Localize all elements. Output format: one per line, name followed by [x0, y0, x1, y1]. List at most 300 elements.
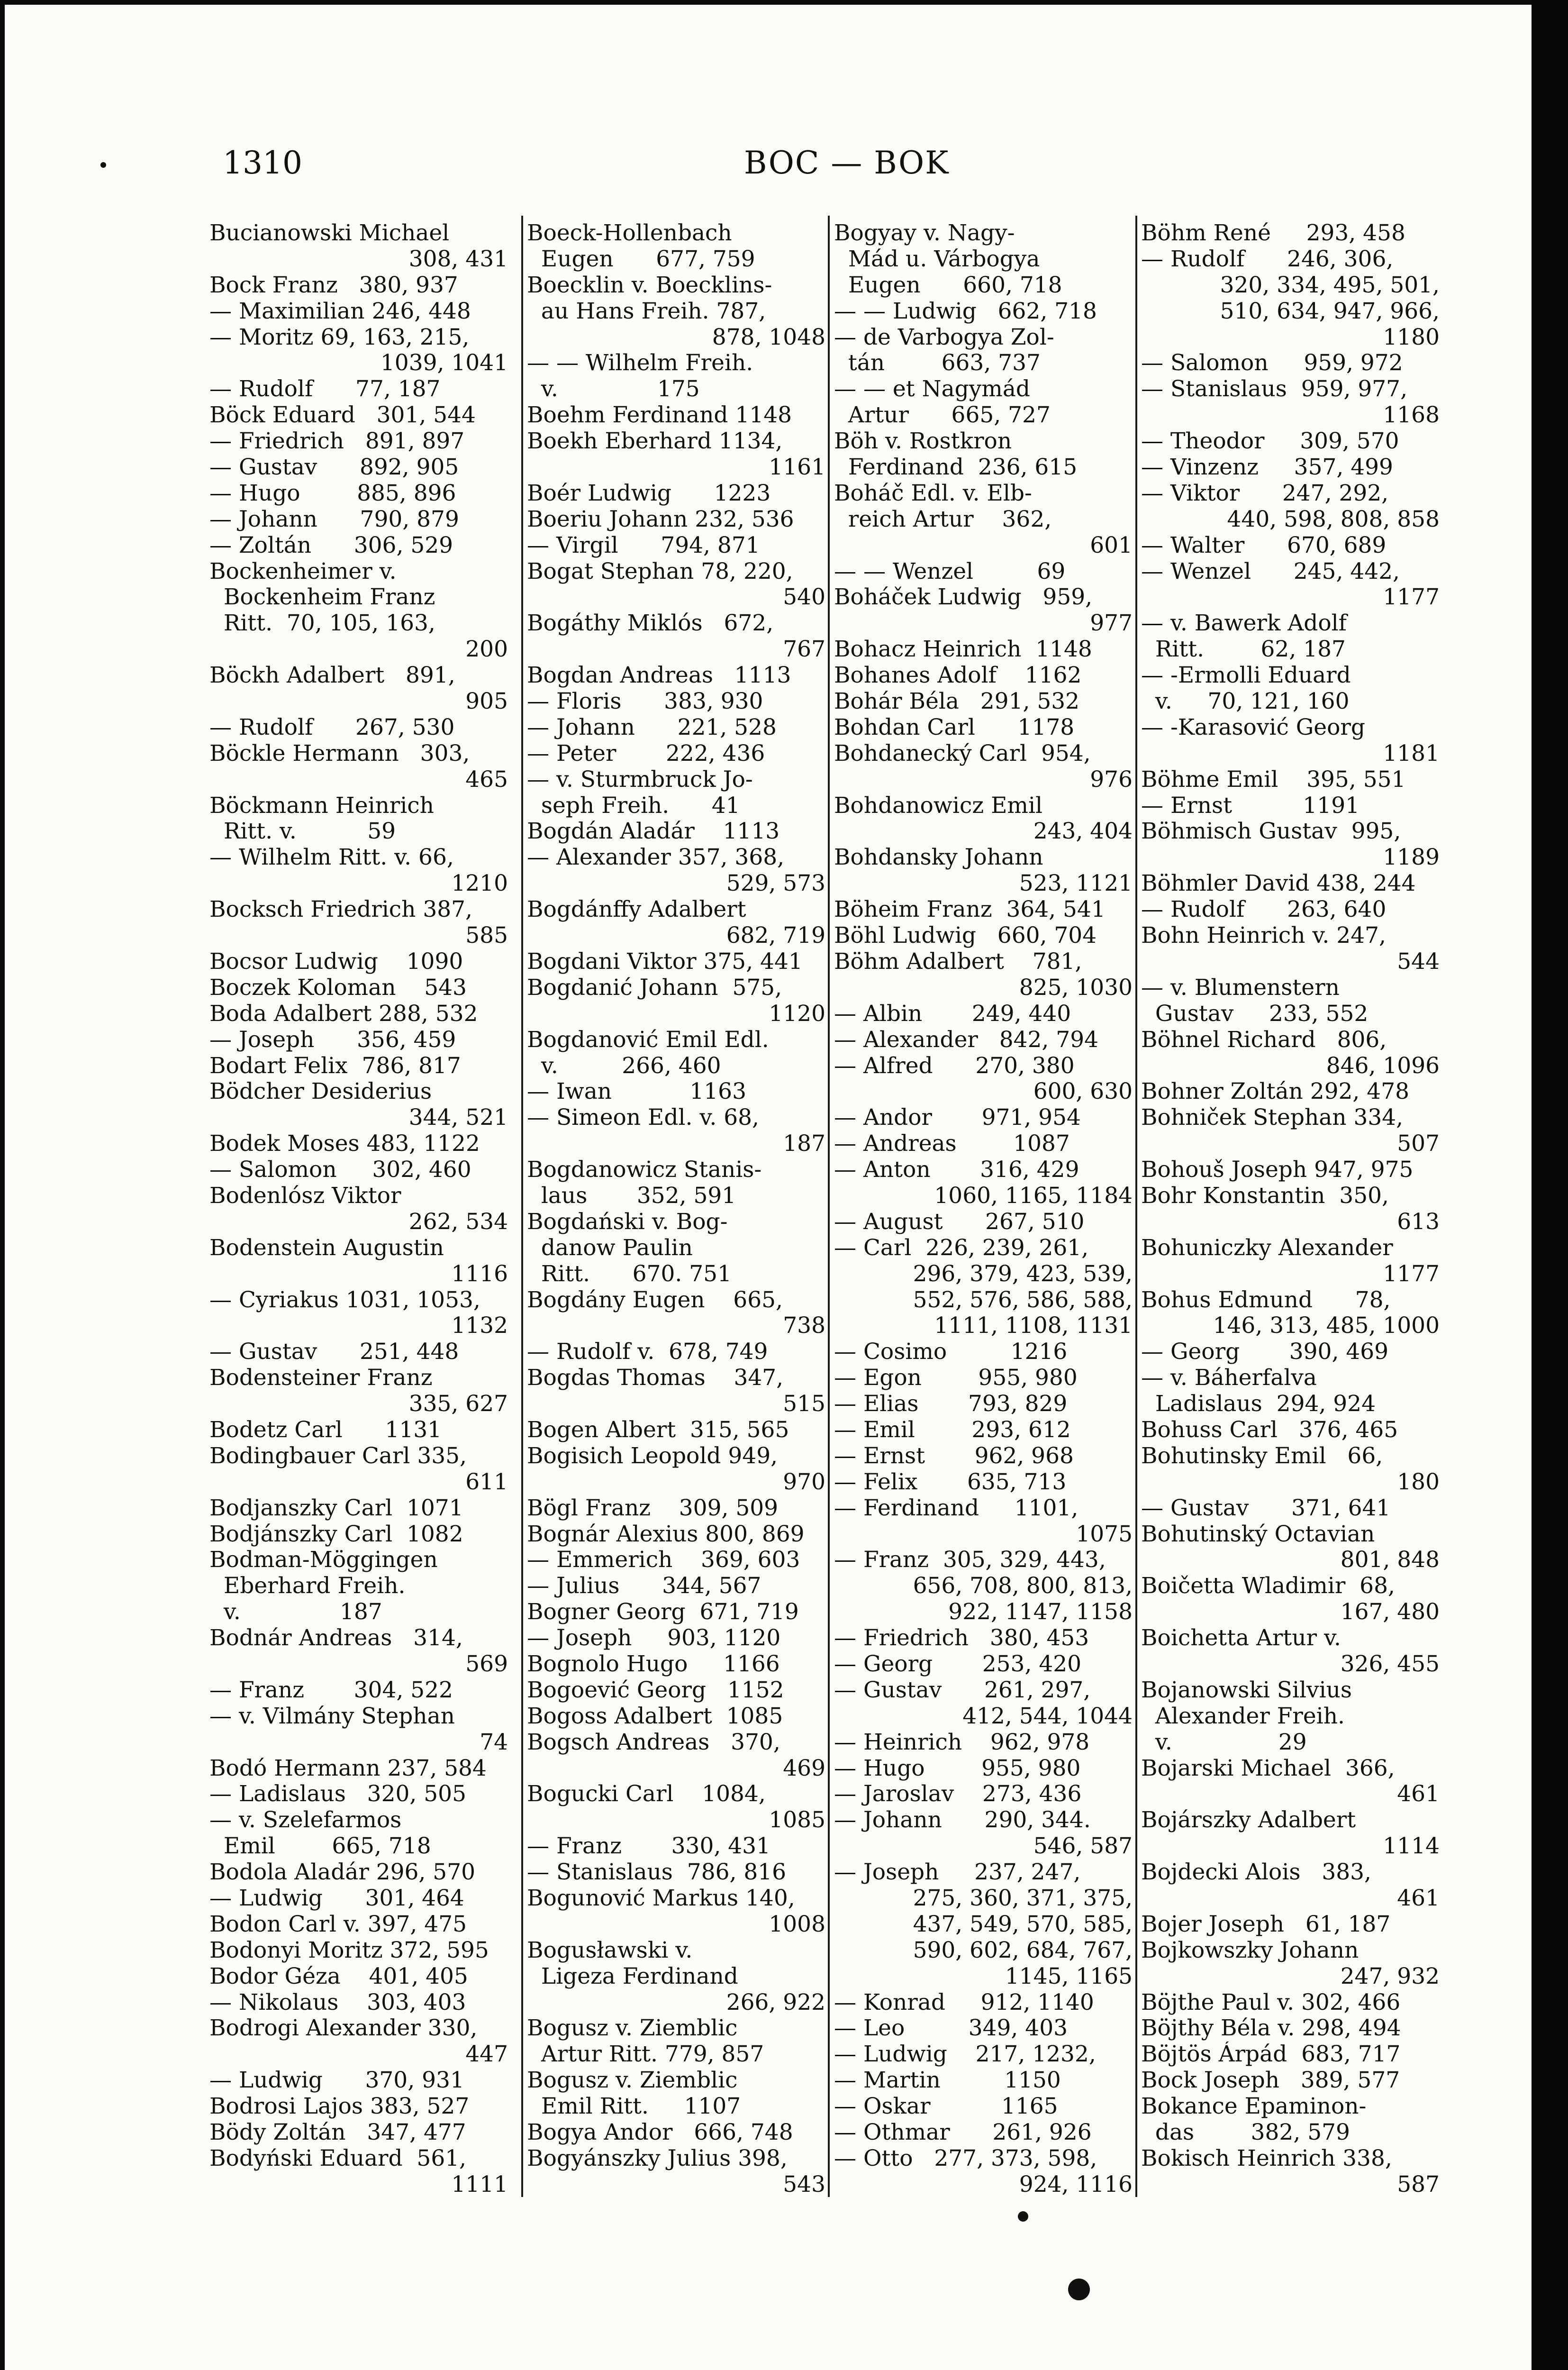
index-line: — Konrad 912, 1140: [834, 1989, 1094, 2015]
index-line: 1075: [1076, 1521, 1133, 1547]
index-line: — Gustav 261, 297,: [834, 1677, 1091, 1703]
index-line: — Ernst 962, 968: [834, 1443, 1074, 1469]
index-line: — Rudolf 246, 306,: [1141, 246, 1394, 272]
index-line: 1161: [769, 455, 825, 481]
index-line: Mád u. Várbogya: [834, 246, 1040, 272]
index-line: 200: [465, 637, 508, 663]
column-rule: [521, 216, 523, 2197]
index-line: 167, 480: [1340, 1599, 1440, 1625]
index-line: Bokance Epaminon-: [1141, 2094, 1367, 2120]
index-line: das 382, 579: [1141, 2120, 1350, 2146]
index-line: Böh v. Rostkron: [834, 428, 1012, 455]
index-line: v. 187: [209, 1599, 382, 1625]
index-line: — de Varbogya Zol-: [834, 324, 1054, 350]
index-line: — Rudolf 267, 530: [209, 714, 455, 740]
index-line: Bodjanszky Carl 1071: [209, 1495, 463, 1521]
index-line: 767: [783, 637, 825, 663]
index-line: Bojer Joseph 61, 187: [1141, 1911, 1391, 1937]
index-line: Bogdański v. Bog-: [527, 1209, 728, 1235]
index-line: 1060, 1165, 1184: [934, 1183, 1133, 1209]
index-line: — Felix 635, 713: [834, 1469, 1067, 1495]
index-line: reich Artur 362,: [834, 506, 1052, 532]
index-line: — Albin 249, 440: [834, 1001, 1071, 1027]
index-line: Bodó Hermann 237, 584: [209, 1755, 487, 1781]
index-line: Boehm Ferdinand 1148: [527, 402, 792, 428]
index-line: — Virgil 794, 871: [527, 532, 760, 558]
index-line: Bodrosi Lajos 383, 527: [209, 2094, 470, 2120]
index-line: 1177: [1383, 1261, 1440, 1287]
index-line: — Gustav 251, 448: [209, 1339, 459, 1365]
index-line: Böhmisch Gustav 995,: [1141, 819, 1401, 845]
index-line: Bodyński Eduard 561,: [209, 2145, 467, 2171]
index-line: Bohutinský Octavian: [1141, 1521, 1375, 1547]
index-line: Bogunović Markus 140,: [527, 1886, 795, 1911]
index-line: Bödy Zoltán 347, 477: [209, 2120, 466, 2146]
index-line: Böhmler David 438, 244: [1141, 871, 1416, 897]
index-line: — Stanislaus 959, 977,: [1141, 376, 1408, 402]
index-line: — Cosimo 1216: [834, 1339, 1068, 1365]
index-line: 590, 602, 684, 767,: [913, 1937, 1133, 1963]
index-line: — v. Sturmbruck Jo-: [527, 766, 753, 793]
index-line: 515: [783, 1391, 825, 1417]
index-line: au Hans Freih. 787,: [527, 298, 766, 324]
index-line: Bogdanić Johann 575,: [527, 975, 782, 1001]
index-line: Böckh Adalbert 891,: [209, 663, 455, 689]
ink-dot: [100, 162, 106, 168]
index-line: Boičetta Wladimir 68,: [1141, 1573, 1395, 1599]
index-line: Bogdani Viktor 375, 441: [527, 948, 803, 975]
index-line: Bohacz Heinrich 1148: [834, 637, 1092, 663]
index-line: Bockenheim Franz: [209, 584, 435, 611]
index-line: 924, 1116: [1019, 2171, 1133, 2197]
index-line: Böhm René 293, 458: [1141, 220, 1405, 246]
index-line: 465: [465, 766, 508, 793]
index-line: tán 663, 737: [834, 350, 1041, 376]
index-line: Bock Joseph 389, 577: [1141, 2068, 1400, 2094]
index-line: — Rudolf 263, 640: [1141, 897, 1387, 923]
index-line: 461: [1397, 1886, 1440, 1911]
index-line: Bojdecki Alois 383,: [1141, 1860, 1371, 1886]
index-line: — Egon 955, 980: [834, 1365, 1078, 1391]
index-line: Böjthy Béla v. 298, 494: [1141, 2015, 1401, 2042]
index-line: Eugen 660, 718: [834, 272, 1062, 298]
index-line: 1116: [451, 1261, 508, 1287]
index-line: 146, 313, 485, 1000: [1213, 1313, 1440, 1339]
index-line: — v. Blumenstern: [1141, 975, 1340, 1001]
index-line: 976: [1090, 766, 1133, 793]
index-line: — Alexander 842, 794: [834, 1027, 1099, 1053]
index-line: 507: [1397, 1131, 1440, 1157]
index-line: 529, 573: [726, 871, 825, 897]
index-line: 344, 521: [408, 1105, 508, 1131]
index-line: Bocsor Ludwig 1090: [209, 948, 463, 975]
index-line: Bogucki Carl 1084,: [527, 1781, 766, 1807]
index-line: 1008: [769, 1911, 825, 1937]
index-line: Bohutinsky Emil 66,: [1141, 1443, 1383, 1469]
index-line: Ferdinand 236, 615: [834, 455, 1078, 481]
index-line: Bohdanowicz Emil: [834, 793, 1043, 819]
index-line: Bohniček Stephan 334,: [1141, 1105, 1404, 1131]
index-line: 1177: [1383, 584, 1440, 611]
index-line: Bock Franz 380, 937: [209, 272, 458, 298]
index-line: Bogusz v. Ziemblic: [527, 2068, 738, 2094]
index-line: Bohdansky Johann: [834, 845, 1043, 871]
index-line: — Joseph 237, 247,: [834, 1860, 1081, 1886]
index-line: — Theodor 309, 570: [1141, 428, 1399, 455]
index-line: Bodjánszky Carl 1082: [209, 1521, 463, 1547]
index-line: 1168: [1383, 402, 1440, 428]
index-line: — Viktor 247, 292,: [1141, 480, 1389, 506]
index-line: Boecklin v. Boecklins-: [527, 272, 772, 298]
index-line: v. 70, 121, 160: [1141, 689, 1350, 715]
index-line: Bogdanović Emil Edl.: [527, 1027, 769, 1053]
index-line: — Friedrich 891, 897: [209, 428, 465, 455]
index-line: — — Wilhelm Freih.: [527, 350, 753, 376]
index-line: 326, 455: [1340, 1651, 1440, 1677]
index-line: — Leo 349, 403: [834, 2015, 1068, 2042]
index-line: 656, 708, 800, 813,: [913, 1573, 1133, 1599]
index-line: — Andreas 1087: [834, 1131, 1070, 1157]
index-line: — Maximilian 246, 448: [209, 298, 471, 324]
index-line: — August 267, 510: [834, 1209, 1085, 1235]
index-line: 523, 1121: [1019, 871, 1133, 897]
index-line: — Salomon 302, 460: [209, 1157, 471, 1183]
index-line: 977: [1090, 611, 1133, 637]
index-line: Bogdány Eugen 665,: [527, 1287, 783, 1313]
index-line: — Ferdinand 1101,: [834, 1495, 1079, 1521]
index-line: Bojanowski Silvius: [1141, 1677, 1352, 1703]
index-line: Böhnel Richard 806,: [1141, 1027, 1387, 1053]
index-line: Bogáthy Miklós 672,: [527, 611, 774, 637]
index-line: — Hugo 955, 980: [834, 1755, 1081, 1781]
index-line: 247, 932: [1340, 1963, 1440, 1989]
index-line: 569: [465, 1651, 508, 1677]
index-line: Bojkowszky Johann: [1141, 1937, 1359, 1963]
index-line: — Franz 305, 329, 443,: [834, 1547, 1106, 1573]
index-line: Bogner Georg 671, 719: [527, 1599, 799, 1625]
index-line: 1145, 1165: [1005, 1963, 1133, 1989]
index-line: 543: [783, 2171, 825, 2197]
scan-border: [1532, 0, 1568, 2370]
index-line: — — et Nagymád: [834, 376, 1030, 402]
index-line: Bucianowski Michael: [209, 220, 450, 246]
index-line: — Martin 1150: [834, 2068, 1061, 2094]
index-line: Bödcher Desiderius: [209, 1079, 432, 1105]
index-line: Bogoss Adalbert 1085: [527, 1703, 783, 1729]
index-line: Böhm Adalbert 781,: [834, 948, 1082, 975]
index-line: — Andor 971, 954: [834, 1105, 1081, 1131]
index-line: Bodart Felix 786, 817: [209, 1053, 461, 1079]
index-line: 846, 1096: [1326, 1053, 1440, 1079]
index-line: — Ludwig 217, 1232,: [834, 2042, 1096, 2068]
index-line: — Franz 330, 431: [527, 1833, 770, 1860]
index-line: — Floris 383, 930: [527, 689, 763, 715]
index-line: 801, 848: [1340, 1547, 1440, 1573]
index-line: Ritt. v. 59: [209, 819, 396, 845]
ink-dot: [1018, 2211, 1028, 2222]
index-line: — v. Bawerk Adolf: [1141, 611, 1347, 637]
index-line: Bodensteiner Franz: [209, 1365, 433, 1391]
index-line: Böhme Emil 395, 551: [1141, 766, 1406, 793]
index-line: Boeriu Johann 232, 536: [527, 506, 794, 532]
index-line: Bognolo Hugo 1166: [527, 1651, 780, 1677]
index-line: Bogdan Andreas 1113: [527, 663, 791, 689]
index-line: 262, 534: [408, 1209, 508, 1235]
index-line: 552, 576, 586, 588,: [913, 1287, 1133, 1313]
index-line: Boczek Koloman 543: [209, 975, 467, 1001]
index-line: Bokisch Heinrich 338,: [1141, 2145, 1392, 2171]
index-line: Bodola Aladár 296, 570: [209, 1860, 476, 1886]
index-line: — Ernst 1191: [1141, 793, 1360, 819]
column-rule: [828, 216, 830, 2197]
index-line: — Julius 344, 567: [527, 1573, 761, 1599]
index-line: — Johann 221, 528: [527, 714, 777, 740]
index-line: 1180: [1383, 324, 1440, 350]
index-line: — Gustav 892, 905: [209, 455, 459, 481]
index-line: — Otto 277, 373, 598,: [834, 2145, 1097, 2171]
index-line: Bojarski Michael 366,: [1141, 1755, 1395, 1781]
index-line: — Walter 670, 689: [1141, 532, 1387, 558]
index-line: 738: [783, 1313, 825, 1339]
index-line: Bodonyi Moritz 372, 595: [209, 1937, 489, 1963]
index-line: Bodetz Carl 1131: [209, 1417, 442, 1443]
index-line: — Salomon 959, 972: [1141, 350, 1403, 376]
index-line: Boichetta Artur v.: [1141, 1625, 1341, 1651]
index-line: Bodor Géza 401, 405: [209, 1963, 468, 1989]
index-line: — Wenzel 245, 442,: [1141, 558, 1400, 584]
index-line: Bogsch Andreas 370,: [527, 1729, 780, 1755]
index-line: — Joseph 903, 1120: [527, 1625, 781, 1651]
index-line: Bocksch Friedrich 387,: [209, 897, 472, 923]
index-line: — Georg 253, 420: [834, 1651, 1082, 1677]
index-line: Bockenheimer v.: [209, 558, 397, 584]
index-line: — Simeon Edl. v. 68,: [527, 1105, 759, 1131]
running-head: BOC — BOK: [744, 145, 950, 181]
index-column-2: [527, 220, 825, 2198]
index-line: — Johann 290, 344.: [834, 1807, 1091, 1833]
index-line: — -Karasović Georg: [1141, 714, 1365, 740]
index-line: Bohdan Carl 1178: [834, 714, 1075, 740]
index-line: 611: [465, 1469, 508, 1495]
index-line: Eugen 677, 759: [527, 246, 755, 272]
index-line: Bodman-Möggingen: [209, 1547, 438, 1573]
index-line: 320, 334, 495, 501,: [1220, 272, 1440, 298]
index-line: Bogoević Georg 1152: [527, 1677, 784, 1703]
index-line: — Ladislaus 320, 505: [209, 1781, 466, 1807]
index-line: — v. Vilmány Stephan: [209, 1703, 455, 1729]
index-line: 335, 627: [408, 1391, 508, 1417]
index-line: Ritt. 70, 105, 163,: [209, 611, 435, 637]
index-line: — — Wenzel 69: [834, 558, 1066, 584]
index-line: — Johann 790, 879: [209, 506, 459, 532]
index-line: — Hugo 885, 896: [209, 480, 456, 506]
index-line: — Franz 304, 522: [209, 1677, 453, 1703]
index-line: Ligeza Ferdinand: [527, 1963, 738, 1989]
index-line: Bohn Heinrich v. 247,: [1141, 923, 1386, 949]
index-line: 180: [1397, 1469, 1440, 1495]
index-line: Bodenstein Augustin: [209, 1235, 444, 1261]
index-line: 74: [480, 1729, 508, 1755]
index-line: Boeck-Hollenbach: [527, 220, 732, 246]
index-line: Böhl Ludwig 660, 704: [834, 923, 1097, 949]
index-line: Böckle Hermann 303,: [209, 740, 470, 766]
index-line: 275, 360, 371, 375,: [913, 1886, 1133, 1911]
index-line: Emil Ritt. 1107: [527, 2094, 741, 2120]
index-line: Boekh Eberhard 1134,: [527, 428, 783, 455]
index-line: — -Ermolli Eduard: [1141, 663, 1351, 689]
index-line: Emil 665, 718: [209, 1833, 431, 1860]
index-line: — Ludwig 301, 464: [209, 1886, 464, 1911]
index-line: — Joseph 356, 459: [209, 1027, 456, 1053]
index-line: Bodenlósz Viktor: [209, 1183, 401, 1209]
index-line: Bohanes Adolf 1162: [834, 663, 1082, 689]
index-line: Ritt. 670. 751: [527, 1261, 732, 1287]
index-line: Bogdánffy Adalbert: [527, 897, 746, 923]
index-line: — Carl 226, 239, 261,: [834, 1235, 1089, 1261]
index-line: — Oskar 1165: [834, 2094, 1058, 2120]
index-line: Bohus Edmund 78,: [1141, 1287, 1391, 1313]
index-line: 1120: [769, 1001, 825, 1027]
index-line: Bohouš Joseph 947, 975: [1141, 1157, 1414, 1183]
index-line: 266, 922: [726, 1989, 825, 2015]
index-line: Bogyay v. Nagy-: [834, 220, 1015, 246]
index-line: 601: [1090, 532, 1133, 558]
index-line: Artur Ritt. 779, 857: [527, 2042, 764, 2068]
index-line: Bohdanecký Carl 954,: [834, 740, 1091, 766]
column-rule: [1135, 216, 1137, 2197]
index-line: v. 175: [527, 376, 700, 402]
index-line: Ladislaus 294, 924: [1141, 1391, 1376, 1417]
index-line: — v. Báherfalva: [1141, 1365, 1317, 1391]
index-line: Bögl Franz 309, 509: [527, 1495, 779, 1521]
index-line: Artur 665, 727: [834, 402, 1051, 428]
index-line: — Emmerich 369, 603: [527, 1547, 800, 1573]
index-line: 587: [1397, 2171, 1440, 2197]
index-line: — Elias 793, 829: [834, 1391, 1068, 1417]
index-line: — Othmar 261, 926: [834, 2120, 1092, 2146]
index-line: Bogdas Thomas 347,: [527, 1365, 784, 1391]
index-line: 1085: [769, 1807, 825, 1833]
index-line: — Alexander 357, 368,: [527, 845, 785, 871]
index-line: Bodrogi Alexander 330,: [209, 2015, 478, 2042]
index-line: — Friedrich 380, 453: [834, 1625, 1089, 1651]
index-line: — Vinzenz 357, 499: [1141, 455, 1393, 481]
index-line: 510, 634, 947, 966,: [1220, 298, 1440, 324]
ink-dot: [1068, 2279, 1090, 2300]
index-line: — Zoltán 306, 529: [209, 532, 453, 558]
index-line: 1039, 1041: [380, 350, 508, 376]
index-line: Bojárszky Adalbert: [1141, 1807, 1356, 1833]
index-line: Gustav 233, 552: [1141, 1001, 1369, 1027]
index-line: — Peter 222, 436: [527, 740, 765, 766]
index-line: 970: [783, 1469, 825, 1495]
index-line: 447: [465, 2042, 508, 2068]
index-line: Bogisich Leopold 949,: [527, 1443, 778, 1469]
index-line: Bohuniczky Alexander: [1141, 1235, 1393, 1261]
index-line: 1111, 1108, 1131: [934, 1313, 1133, 1339]
index-line: danow Paulin: [527, 1235, 693, 1261]
index-line: — Jaroslav 273, 436: [834, 1781, 1082, 1807]
index-line: 585: [465, 923, 508, 949]
index-line: 922, 1147, 1158: [948, 1599, 1133, 1625]
index-line: 825, 1030: [1019, 975, 1133, 1001]
index-line: 187: [783, 1131, 825, 1157]
index-line: Bohár Béla 291, 532: [834, 689, 1080, 715]
index-line: Bohner Zoltán 292, 478: [1141, 1079, 1409, 1105]
index-line: Bogdanowicz Stanis-: [527, 1157, 762, 1183]
index-line: Bogyánszky Julius 398,: [527, 2145, 788, 2171]
index-line: 461: [1397, 1781, 1440, 1807]
index-line: v. 29: [1141, 1729, 1307, 1755]
index-line: — Moritz 69, 163, 215,: [209, 324, 470, 350]
index-line: Bogdán Aladár 1113: [527, 819, 780, 845]
index-line: 469: [783, 1755, 825, 1781]
index-line: 440, 598, 808, 858: [1227, 506, 1440, 532]
scanned-page: [5, 5, 1532, 2370]
index-line: 682, 719: [726, 923, 825, 949]
index-line: Alexander Freih.: [1141, 1703, 1345, 1729]
index-line: Bognár Alexius 800, 869: [527, 1521, 805, 1547]
index-line: Ritt. 62, 187: [1141, 637, 1346, 663]
index-line: v. 266, 460: [527, 1053, 721, 1079]
index-line: 878, 1048: [712, 324, 825, 350]
index-line: 1189: [1383, 845, 1440, 871]
index-line: seph Freih. 41: [527, 793, 740, 819]
index-line: Boháč Edl. v. Elb-: [834, 480, 1032, 506]
index-line: Boér Ludwig 1223: [527, 480, 771, 506]
index-line: — Rudolf 77, 187: [209, 376, 441, 402]
index-line: Bodingbauer Carl 335,: [209, 1443, 467, 1469]
index-line: — Heinrich 962, 978: [834, 1729, 1090, 1755]
index-line: 308, 431: [408, 246, 508, 272]
index-line: Böjtös Árpád 683, 717: [1141, 2042, 1401, 2068]
index-line: Bohuss Carl 376, 465: [1141, 1417, 1398, 1443]
index-line: Böjthe Paul v. 302, 466: [1141, 1989, 1401, 2015]
index-column-3: [834, 220, 1133, 2198]
index-line: 613: [1397, 1209, 1440, 1235]
index-line: — Gustav 371, 641: [1141, 1495, 1391, 1521]
index-line: — Wilhelm Ritt. v. 66,: [209, 845, 454, 871]
index-line: — Nikolaus 303, 403: [209, 1989, 466, 2015]
index-line: Bodek Moses 483, 1122: [209, 1131, 480, 1157]
index-line: 243, 404: [1033, 819, 1133, 845]
index-line: 1210: [451, 871, 508, 897]
index-line: — — Ludwig 662, 718: [834, 298, 1097, 324]
index-line: Bodon Carl v. 397, 475: [209, 1911, 467, 1937]
index-line: — Cyriakus 1031, 1053,: [209, 1287, 480, 1313]
index-line: Bogusławski v.: [527, 1937, 693, 1963]
index-line: Bogat Stephan 78, 220,: [527, 558, 793, 584]
index-line: Böck Eduard 301, 544: [209, 402, 476, 428]
index-line: 544: [1397, 948, 1440, 975]
index-line: — Anton 316, 429: [834, 1157, 1079, 1183]
index-line: 1114: [1383, 1833, 1440, 1860]
index-line: Boháček Ludwig 959,: [834, 584, 1093, 611]
index-line: Bogen Albert 315, 565: [527, 1417, 789, 1443]
index-line: 296, 379, 423, 539,: [913, 1261, 1133, 1287]
index-line: Bogusz v. Ziemblic: [527, 2015, 738, 2042]
index-column-1: [209, 220, 508, 2198]
index-line: — Alfred 270, 380: [834, 1053, 1075, 1079]
index-line: Eberhard Freih.: [209, 1573, 406, 1599]
index-line: 1181: [1383, 740, 1440, 766]
index-line: 1111: [451, 2171, 508, 2197]
index-line: — Iwan 1163: [527, 1079, 746, 1105]
index-line: Böckmann Heinrich: [209, 793, 434, 819]
index-line: 540: [783, 584, 825, 611]
page-number: 1310: [223, 145, 302, 181]
index-line: 1132: [451, 1313, 508, 1339]
